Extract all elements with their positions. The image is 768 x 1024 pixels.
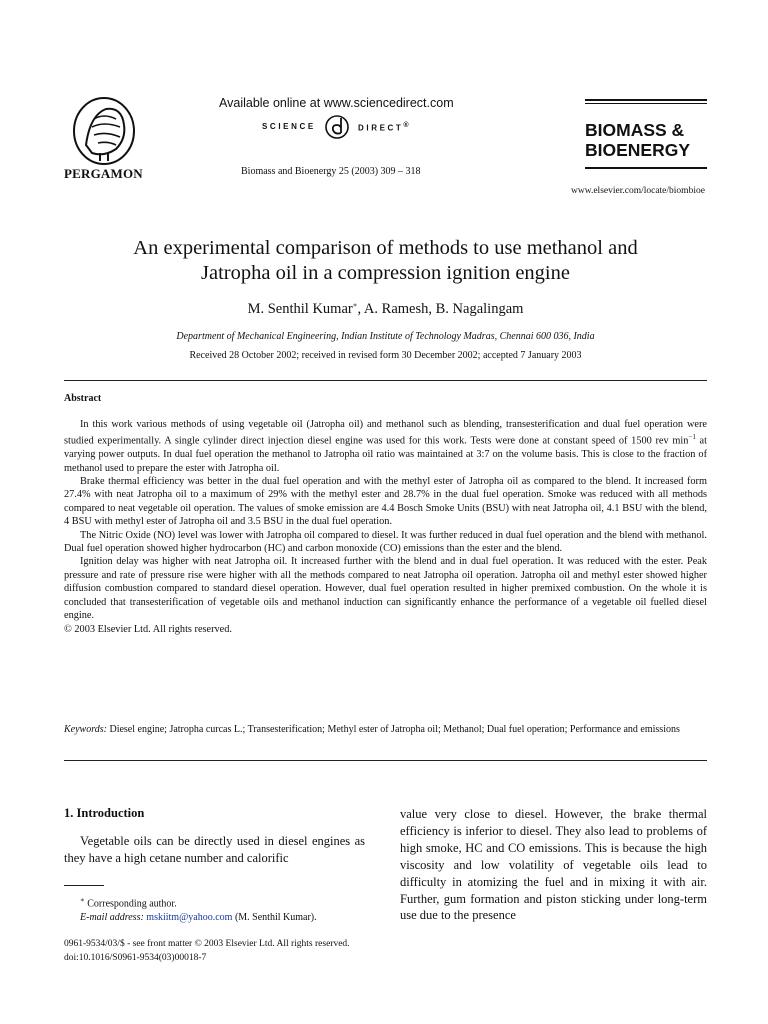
abstract-paragraph: Brake thermal efficiency was better in the dual fuel operation and with the methyl ester of Jatropha oil as compared to the blend. It increased form 27.4% with neat Jatropha oil to a maximum of 29% with the methyl ester and 28.7% in the dual fuel operation. Smoke was reduced with all methods compared to neat vegetable oil operation. The values of smoke emission are 4.4 Bosch Smoke Units (BSU) with neat Jatropha oil, 4.1 BSU with the blend, 4 BSU with methyl ester of Jatropha oil and 3.5 BSU in the dual fuel operation. [64,476,707,528]
abstract-copyright: © 2003 Elsevier Ltd. All rights reserved. [64,623,232,635]
doi-line[interactable]: doi:10.1016/S0961-9534(03)00018-7 [64,953,207,963]
footnote-rule [64,885,104,886]
corresponding-mark: ∗ [352,301,358,310]
issn-doi [64,937,664,965]
title-line: Jatropha oil in a compression ignition engine [201,262,570,284]
left-column [64,833,365,867]
author-name[interactable]: M. Senthil Kumar [247,301,353,317]
journal-reference: Biomass and Bioenergy 25 (2003) 309 – 318 [241,166,421,177]
sd-logo-left-text: SCIENCE [262,122,316,131]
brand-rule [585,167,707,169]
footnote-corresponding: ∗ Corresponding author. [80,896,177,910]
article-dates: Received 28 October 2002; received in revised form 30 December 2002; accepted 7 January 2003 [189,350,582,361]
elsevier-tree-icon [64,95,144,167]
publisher-name: PERGAMON [64,166,143,181]
brand-rule [585,99,707,101]
email-link[interactable]: mskiitm@yahoo.com [146,912,233,924]
right-column [400,806,707,924]
author-names: , A. Ramesh, B. Nagalingam [357,301,524,317]
brand-line: BIOMASS & [585,120,685,140]
abstract-paragraph: The Nitric Oxide (NO) level was lower with Jatropha oil compared to diesel. It was further reduced in dual fuel operation and the blend with methanol. Dual fuel operation showed higher hydrocarbon (HC) and carbon monoxide (CO) emissions than the ester and the blend. [64,529,707,555]
divider [64,380,707,381]
publisher-logo [64,95,144,167]
affiliation: Department of Mechanical Engineering, Indian Institute of Technology Madras, Chennai 600 036, India [176,331,595,342]
article-title [64,236,707,286]
abstract-body [64,418,707,636]
journal-url-link[interactable]: www.elsevier.com/locate/biombioe [571,186,705,196]
sciencedirect-logo [262,114,442,142]
sd-logo-right-text: DIRECT® [358,122,412,133]
abstract-heading: Abstract [64,393,102,404]
title-line: An experimental comparison of methods to use methanol and [133,237,638,259]
author-list [64,301,707,318]
journal-brand [585,120,690,160]
section-heading: 1. Introduction [64,806,145,820]
issn-line: 0961-9534/03/$ - see front matter © 2003 Elsevier Ltd. All rights reserved. [64,939,350,949]
brand-line: BIOENERGY [585,140,691,160]
body-paragraph: value very close to diesel. However, the brake thermal efficiency is inferior to diesel. They also lead to problems of high smoke, HC and CO emissions. This is because the high viscosity and low volatility of vegetable oils lead to difficulty in atomizing the fuel and in mixing it with air. Further, gum formation and piston sticking under long-term use due to the presence [400,807,707,923]
sciencedirect-circle-icon [324,114,350,140]
footnote [64,893,374,925]
keywords-label: Keywords: [64,724,107,735]
abstract-paragraph: In this work various methods of using vegetable oil (Jatropha oil) and methanol such as blending, transesterification and dual fuel operation were studied experimentally. A single cylinder direct injection diesel engine was used for this work. Tests were done at constant speed of 1500 rev $\min^{-1}$ at varying power outputs. In dual fuel operation the methanol to Jatropha oil ratio was maintained at 3:7 on the volume basis. This is close to the fraction of methanol used to prepare the ester with Jatropha oil. [64,419,707,474]
keywords-list: Diesel engine; Jatropha curcas L.; Transesterification; Methyl ester of Jatropha oil; Methanol; Dual fuel operation; Performance and emissions [106,724,680,735]
abstract-paragraph: Ignition delay was higher with neat Jatropha oil. It increased further with the blend and in dual fuel operation. It was reduced with the ester. Peak pressure and rate of pressure rise were higher with all the methods compared to neat Jatropha oil operation. Jatropha oil and methyl ester showed higher diffusion combustion compared to standard diesel operation. However, dual fuel operation resulted in higher premixed combustion. On the whole it is concluded that transesterification of vegetable oils and methanol induction can significantly enhance the performance of a vegetable oil fuelled diesel engine. [64,556,707,622]
brand-rule [585,103,707,104]
body-paragraph: Vegetable oils can be directly used in diesel engines as they have a high cetane number and calorific [64,834,365,865]
divider [64,760,707,761]
keywords [64,723,707,736]
footnote-email: E-mail address: mskiitm@yahoo.com (M. Senthil Kumar). [80,912,317,924]
available-online-text: Available online at www.sciencedirect.com [219,96,454,110]
